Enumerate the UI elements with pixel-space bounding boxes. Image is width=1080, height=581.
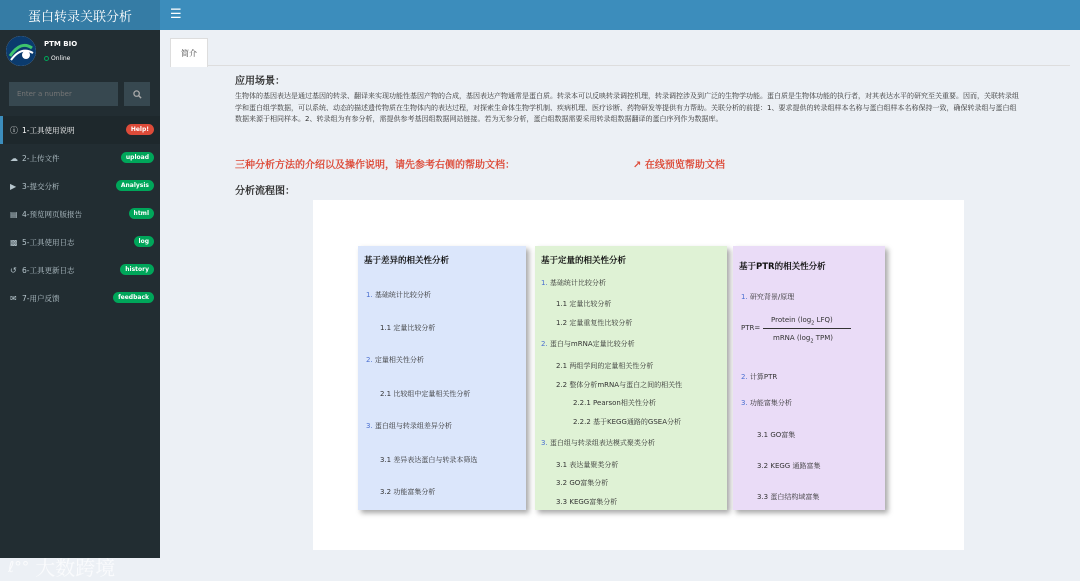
diagram-item [366, 290, 431, 300]
formula-denominator [773, 334, 833, 344]
diagram-item: 3.1 GO富集 [757, 431, 796, 439]
sidebar-item-help[interactable] [0, 116, 160, 144]
formula-text: TPM) [813, 334, 834, 342]
diagram-item: 2.1 两组学间的定量相关性分析 [556, 362, 654, 370]
sidebar-item-label: 6-工具更新日志 [22, 265, 75, 275]
diagram-item [741, 398, 792, 408]
comments-icon: ✉ [10, 293, 17, 303]
sidebar-item-label: 7-用户反馈 [22, 293, 60, 303]
history-icon: ↺ [10, 265, 17, 275]
section-heading: 应用场景： [235, 76, 285, 87]
sidebar-item-label: 1-工具使用说明 [22, 125, 75, 135]
column-title: 基于定量的相关性分析 [541, 256, 627, 266]
sidebar [0, 30, 160, 580]
diagram-item: 2.2 整体分析mRNA与蛋白之间的相关性 [556, 381, 683, 389]
status-dot-icon [44, 56, 49, 61]
item-text: 研究背景/原理 [749, 293, 795, 301]
item-num: 1. [366, 291, 373, 299]
file-icon: ▤ [10, 209, 18, 219]
sidebar-search [9, 82, 150, 106]
diagram-column-ptr [733, 246, 885, 510]
diagram-item [541, 278, 606, 288]
sidebar-item-label: 2-上传文件 [22, 153, 60, 163]
item-num: 2. [366, 356, 373, 364]
diagram-item: 3.1 表达量聚类分析 [556, 461, 619, 469]
watermark-logo-icon: ℓ°° [8, 557, 30, 576]
sidebar-item-analysis[interactable] [0, 172, 160, 200]
diagram-item: 3.2 GO富集分析 [556, 479, 609, 487]
badge-log: log [134, 236, 154, 247]
tab-bar [170, 38, 1070, 66]
help-notice [235, 156, 1025, 171]
watermark [8, 552, 115, 581]
item-num: 2. [741, 373, 748, 381]
diagram-item [741, 372, 777, 382]
badge-feedback: feedback [113, 292, 154, 303]
diagram-item: 2.2.1 Pearson相关性分析 [573, 399, 656, 407]
diagram-item [366, 355, 424, 365]
help-link-label: 在线预览帮助文档 [644, 160, 725, 171]
diagram-item [541, 339, 635, 349]
diagram-item: 3.2 功能富集分析 [380, 488, 436, 496]
badge-upload: upload [121, 152, 154, 163]
column-title: 基于PTR的相关性分析 [739, 262, 826, 272]
intro-content [235, 72, 1025, 197]
help-doc-link[interactable] [633, 156, 725, 171]
diagram-item: 3.3 KEGG富集分析 [556, 498, 618, 506]
formula-text: Protein (log [771, 316, 812, 324]
user-panel [0, 30, 160, 76]
external-link-icon: ↗ [633, 160, 642, 171]
search-button[interactable] [124, 82, 150, 106]
item-num: 1. [741, 293, 748, 301]
user-status [44, 55, 70, 62]
diagram-item: 3.3 蛋白结构域富集 [757, 493, 820, 501]
search-icon [133, 90, 142, 99]
menu-toggle-icon[interactable]: ☰ [170, 7, 182, 22]
diagram-item [366, 421, 452, 431]
sidebar-item-log[interactable] [0, 228, 160, 256]
item-num: 2. [541, 340, 548, 348]
avatar [6, 36, 36, 66]
play-circle-icon: ▶ [10, 181, 17, 191]
formula-sub: 2 [811, 320, 815, 327]
chart-icon: ▩ [10, 237, 18, 247]
item-num: 1. [541, 279, 548, 287]
watermark-text: 大数跨境 [35, 556, 116, 580]
badge-analysis: Analysis [116, 180, 154, 191]
formula-sub: 2 [810, 338, 814, 345]
diagram-item: 1.1 定量比较分析 [380, 324, 436, 332]
item-text: 基础统计比较分析 [374, 291, 431, 299]
help-notice-text: 三种分析方法的介绍以及操作说明，请先参考右侧的帮助文档： [235, 160, 515, 171]
diagram-column-quant [535, 246, 727, 510]
sidebar-item-label: 3-提交分析 [22, 181, 60, 191]
fraction-bar [763, 328, 851, 329]
diagram-item: 1.1 定量比较分析 [556, 300, 612, 308]
app-logo-title[interactable] [0, 0, 160, 30]
formula-text: mRNA (log [773, 334, 811, 342]
analysis-flow-diagram [313, 200, 964, 550]
sidebar-menu [0, 116, 160, 312]
formula-text: LFQ) [814, 316, 833, 324]
item-text: 蛋白与mRNA定量比较分析 [549, 340, 635, 348]
tab-intro[interactable]: 简介 [170, 38, 208, 67]
diagram-item: 3.1 差异表达蛋白与转录本筛选 [380, 456, 478, 464]
sidebar-item-label: 4-预览网页版报告 [22, 209, 82, 219]
sidebar-item-feedback[interactable] [0, 284, 160, 312]
item-text: 定量相关性分析 [374, 356, 424, 364]
sidebar-item-report[interactable] [0, 200, 160, 228]
formula-numerator [771, 316, 833, 326]
item-num: 3. [741, 399, 748, 407]
badge-help: Help! [126, 124, 154, 135]
sidebar-item-upload[interactable] [0, 144, 160, 172]
diagram-column-difference [358, 246, 526, 510]
diagram-item: 2.2.2 基于KEGG通路的GSEA分析 [573, 418, 681, 426]
item-text: 计算PTR [749, 373, 778, 381]
badge-history: history [120, 264, 154, 275]
formula-lhs: PTR= [741, 324, 761, 332]
user-name: PTM BIO [44, 40, 78, 48]
app-title: 蛋白转录关联分析 [27, 9, 132, 25]
item-text: 蛋白组与转录组差异分析 [374, 422, 452, 430]
item-num: 3. [541, 439, 548, 447]
flow-heading: 分析流程图： [235, 186, 295, 197]
diagram-item: 3.2 KEGG 通路富集 [757, 462, 821, 470]
diagram-item [541, 438, 655, 448]
column-title: 基于差异的相关性分析 [364, 256, 450, 266]
item-num: 3. [366, 422, 373, 430]
badge-html: html [129, 208, 154, 219]
sidebar-item-label: 5-工具使用日志 [22, 237, 75, 247]
item-text: 蛋白组与转录组表达模式聚类分析 [549, 439, 655, 447]
sidebar-item-history[interactable] [0, 256, 160, 284]
info-icon: ⓘ [10, 125, 18, 135]
cloud-upload-icon: ☁ [10, 153, 18, 163]
search-input[interactable] [9, 82, 118, 106]
top-navbar [160, 0, 1080, 30]
diagram-item [741, 292, 794, 302]
intro-paragraph: 生物体的基因表达是通过基因的转录、翻译来实现功能性基因产物的合成，基因表达产物通常是蛋白质。转录本可以反映转录调控机理，转录调控涉及到广泛的生物学功能。蛋白质是生物体功能的执行者，对其表达水平的研究至关重要。因而，关联转录组学和蛋白组学数据，可以系统、动态的描述遗传物质在生物体内的表达过程，对探索生命体生物学机制、疾病机理、医疗诊断、药物研发等提供有力帮助。关联分析的前提：1、要求提供的转录组样本名称与蛋白组样本名称保持一致，确保转录组与蛋白组数据来源于相同样本。2、转录组为有参分析，需提供参考基因组数据网站链接。若为无参分析，蛋白组数据需要采用转录组数据翻译的蛋白序列作为数据库。 [235, 92, 1019, 123]
item-text: 功能富集分析 [749, 399, 792, 407]
diagram-item: 1.2 定量重复性比较分析 [556, 319, 633, 327]
item-text: 基础统计比较分析 [549, 279, 606, 287]
diagram-item: 2.1 比较组中定量相关性分析 [380, 390, 471, 398]
user-status-label: Online [51, 55, 71, 62]
